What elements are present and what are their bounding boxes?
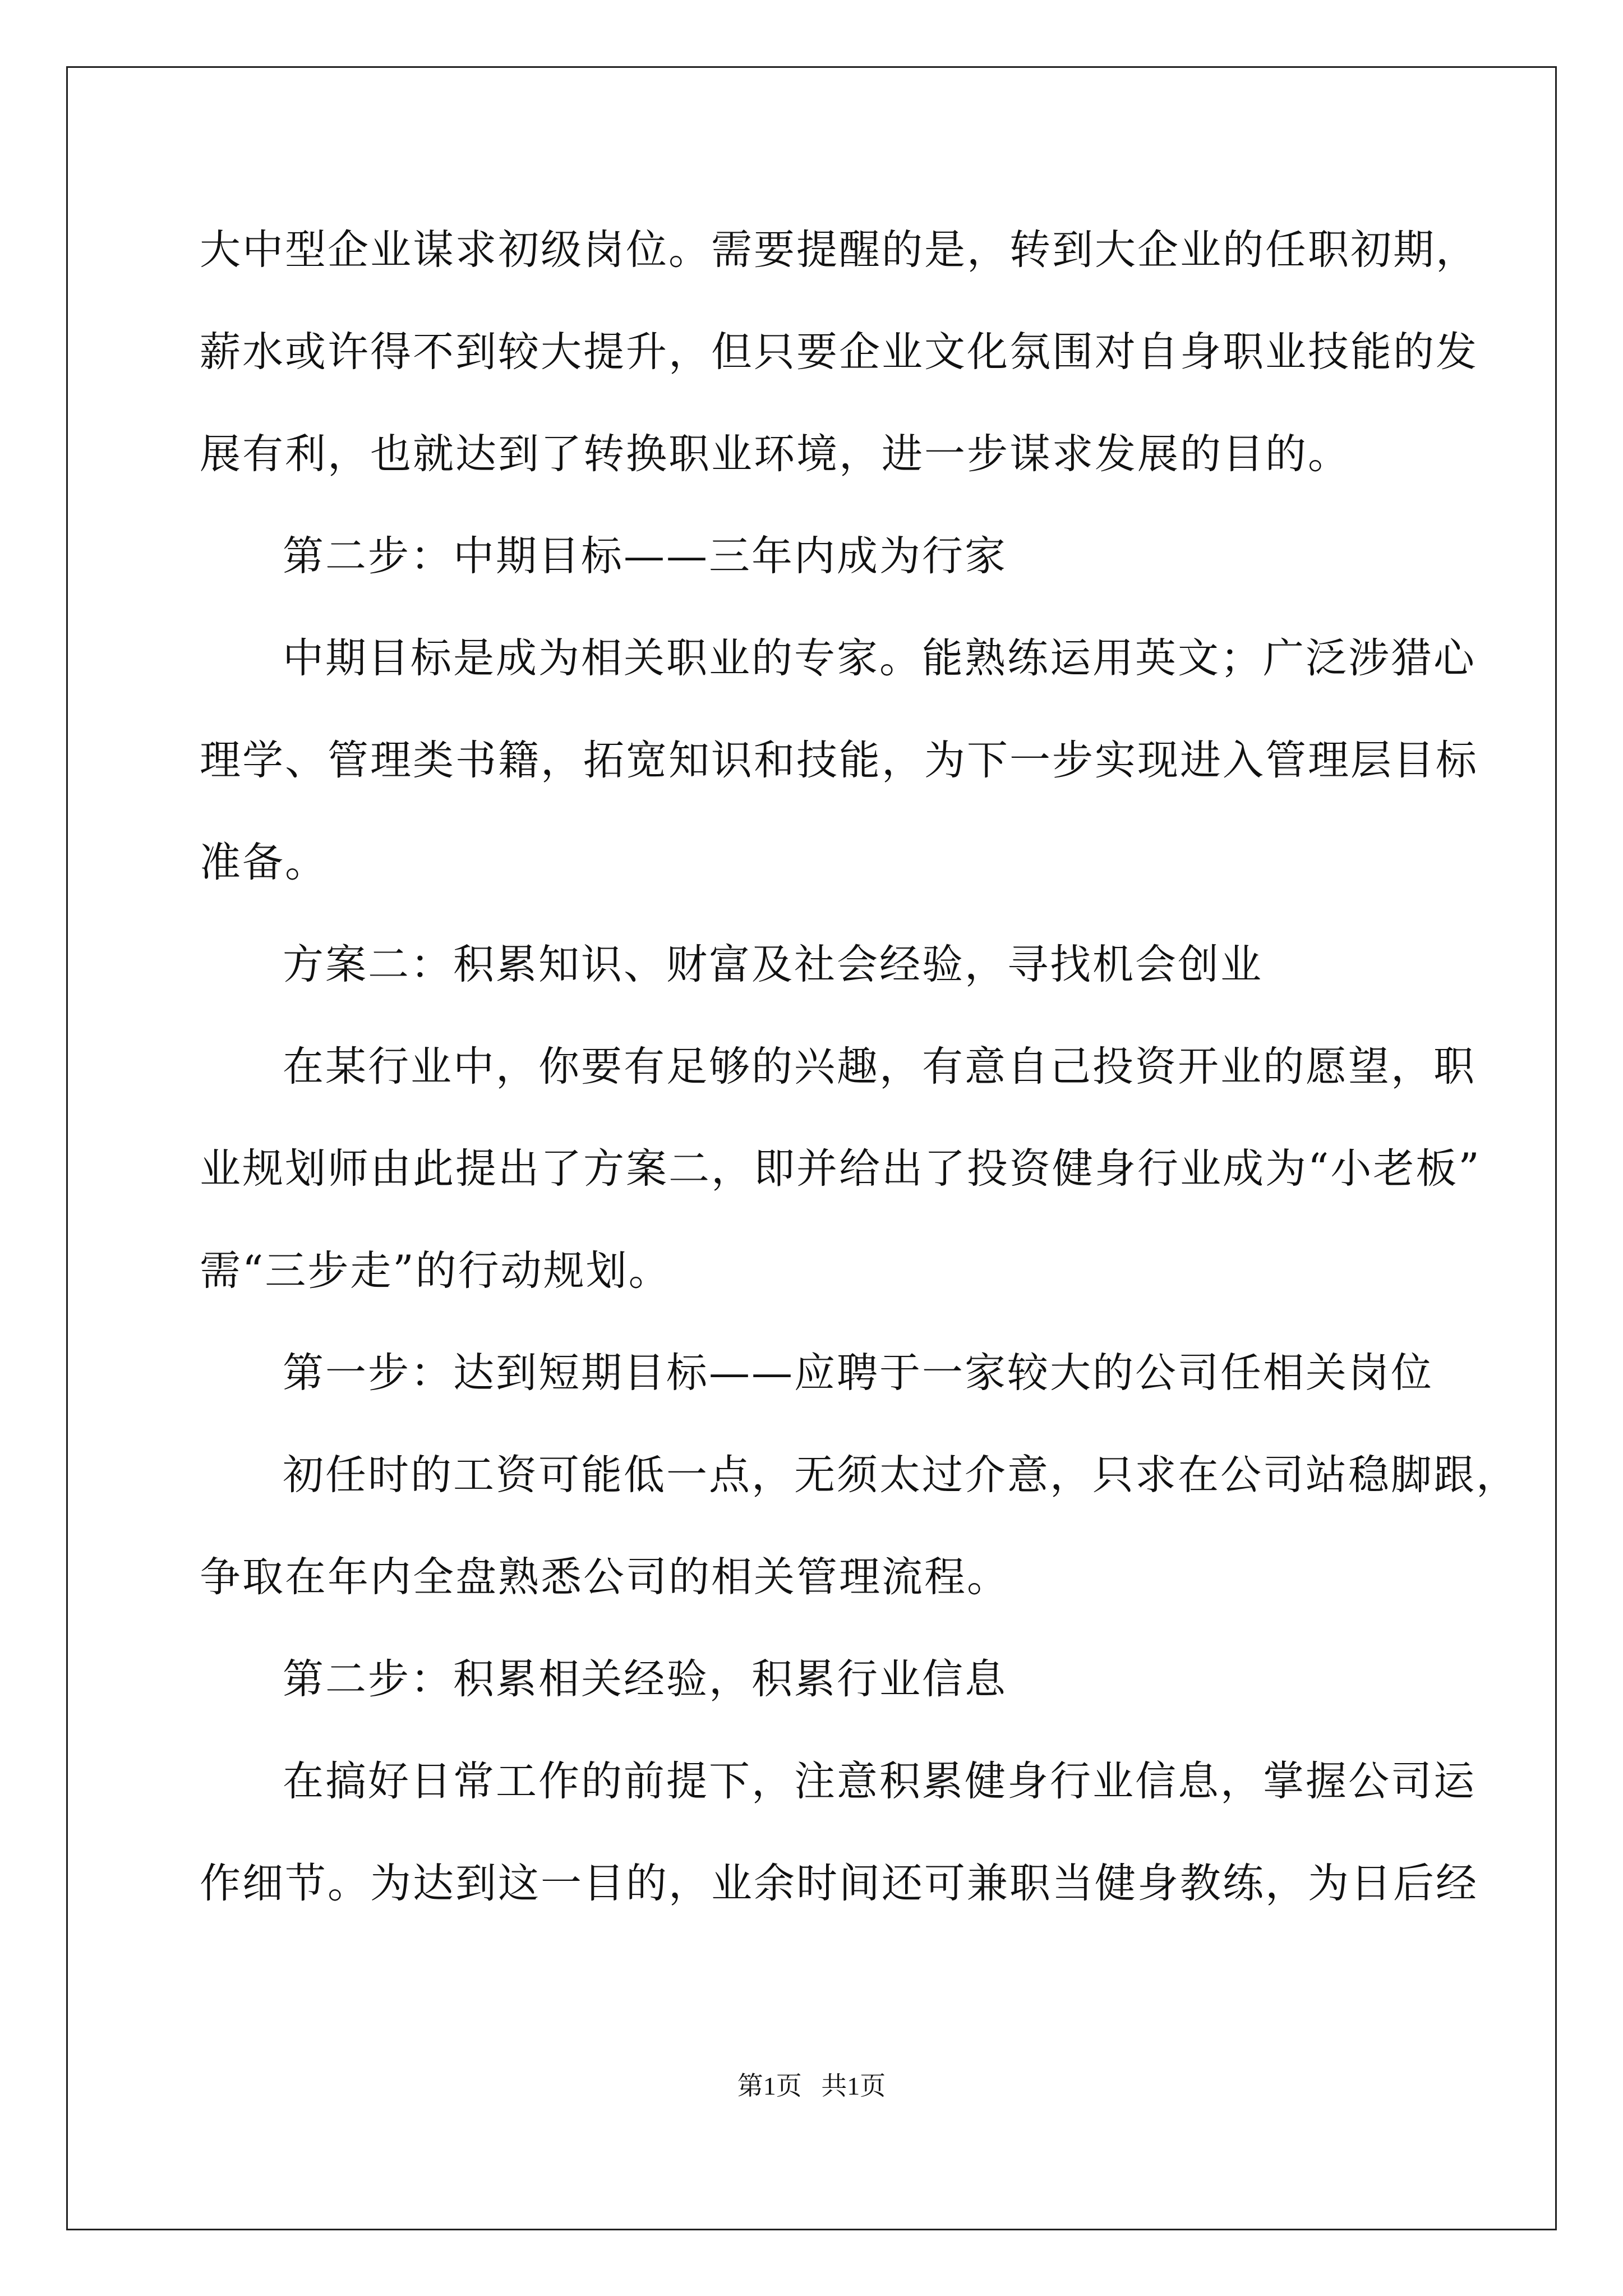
- text-line: 准备。: [200, 839, 328, 886]
- section-heading: 方案二：积累知识、财富及社会经验，寻找机会创业: [283, 941, 1263, 988]
- text-line: 争取在年内全盘熟悉公司的相关管理流程。: [200, 1553, 1009, 1601]
- text-line: 作细节。为达到这一目的，业余时间还可兼职当健身教练，为日后经: [200, 1860, 1478, 1907]
- text-line: 在搞好日常工作的前提下，注意积累健身行业信息，掌握公司运: [283, 1757, 1476, 1805]
- text-line: 在某行业中，你要有足够的兴趣，有意自己投资开业的愿望，职: [283, 1043, 1476, 1091]
- text-line: 中期目标是成为相关职业的专家。能熟练运用英文；广泛涉猎心: [283, 634, 1476, 682]
- text-line: 业规划师由此提出了方案二，即并给出了投资健身行业成为“小老板”: [200, 1145, 1481, 1193]
- section-heading: 第二步：积累相关经验，积累行业信息: [283, 1655, 1007, 1703]
- section-heading: 第一步：达到短期目标——应聘于一家较大的公司任相关岗位: [283, 1349, 1433, 1397]
- text-line: 大中型企业谋求初级岗位。需要提醒的是，转到大企业的任职初期，: [200, 226, 1478, 274]
- text-line: 展有利，也就达到了转换职业环境，进一步谋求发展的目的。: [200, 430, 1350, 478]
- text-line: 理学、管理类书籍，拓宽知识和技能，为下一步实现进入管理层目标: [200, 737, 1478, 784]
- section-heading: 第二步：中期目标——三年内成为行家: [283, 532, 1007, 580]
- text-line: 薪水或许得不到较大提升，但只要企业文化氛围对自身职业技能的发: [200, 328, 1478, 376]
- document-body: [200, 199, 1519, 1935]
- page-number-footer: 第1页 共1页: [737, 2072, 886, 2100]
- text-line: 需“三步走”的行动规划。: [200, 1247, 671, 1295]
- text-line: 初任时的工资可能低一点，无须太过介意，只求在公司站稳脚跟，: [283, 1451, 1519, 1499]
